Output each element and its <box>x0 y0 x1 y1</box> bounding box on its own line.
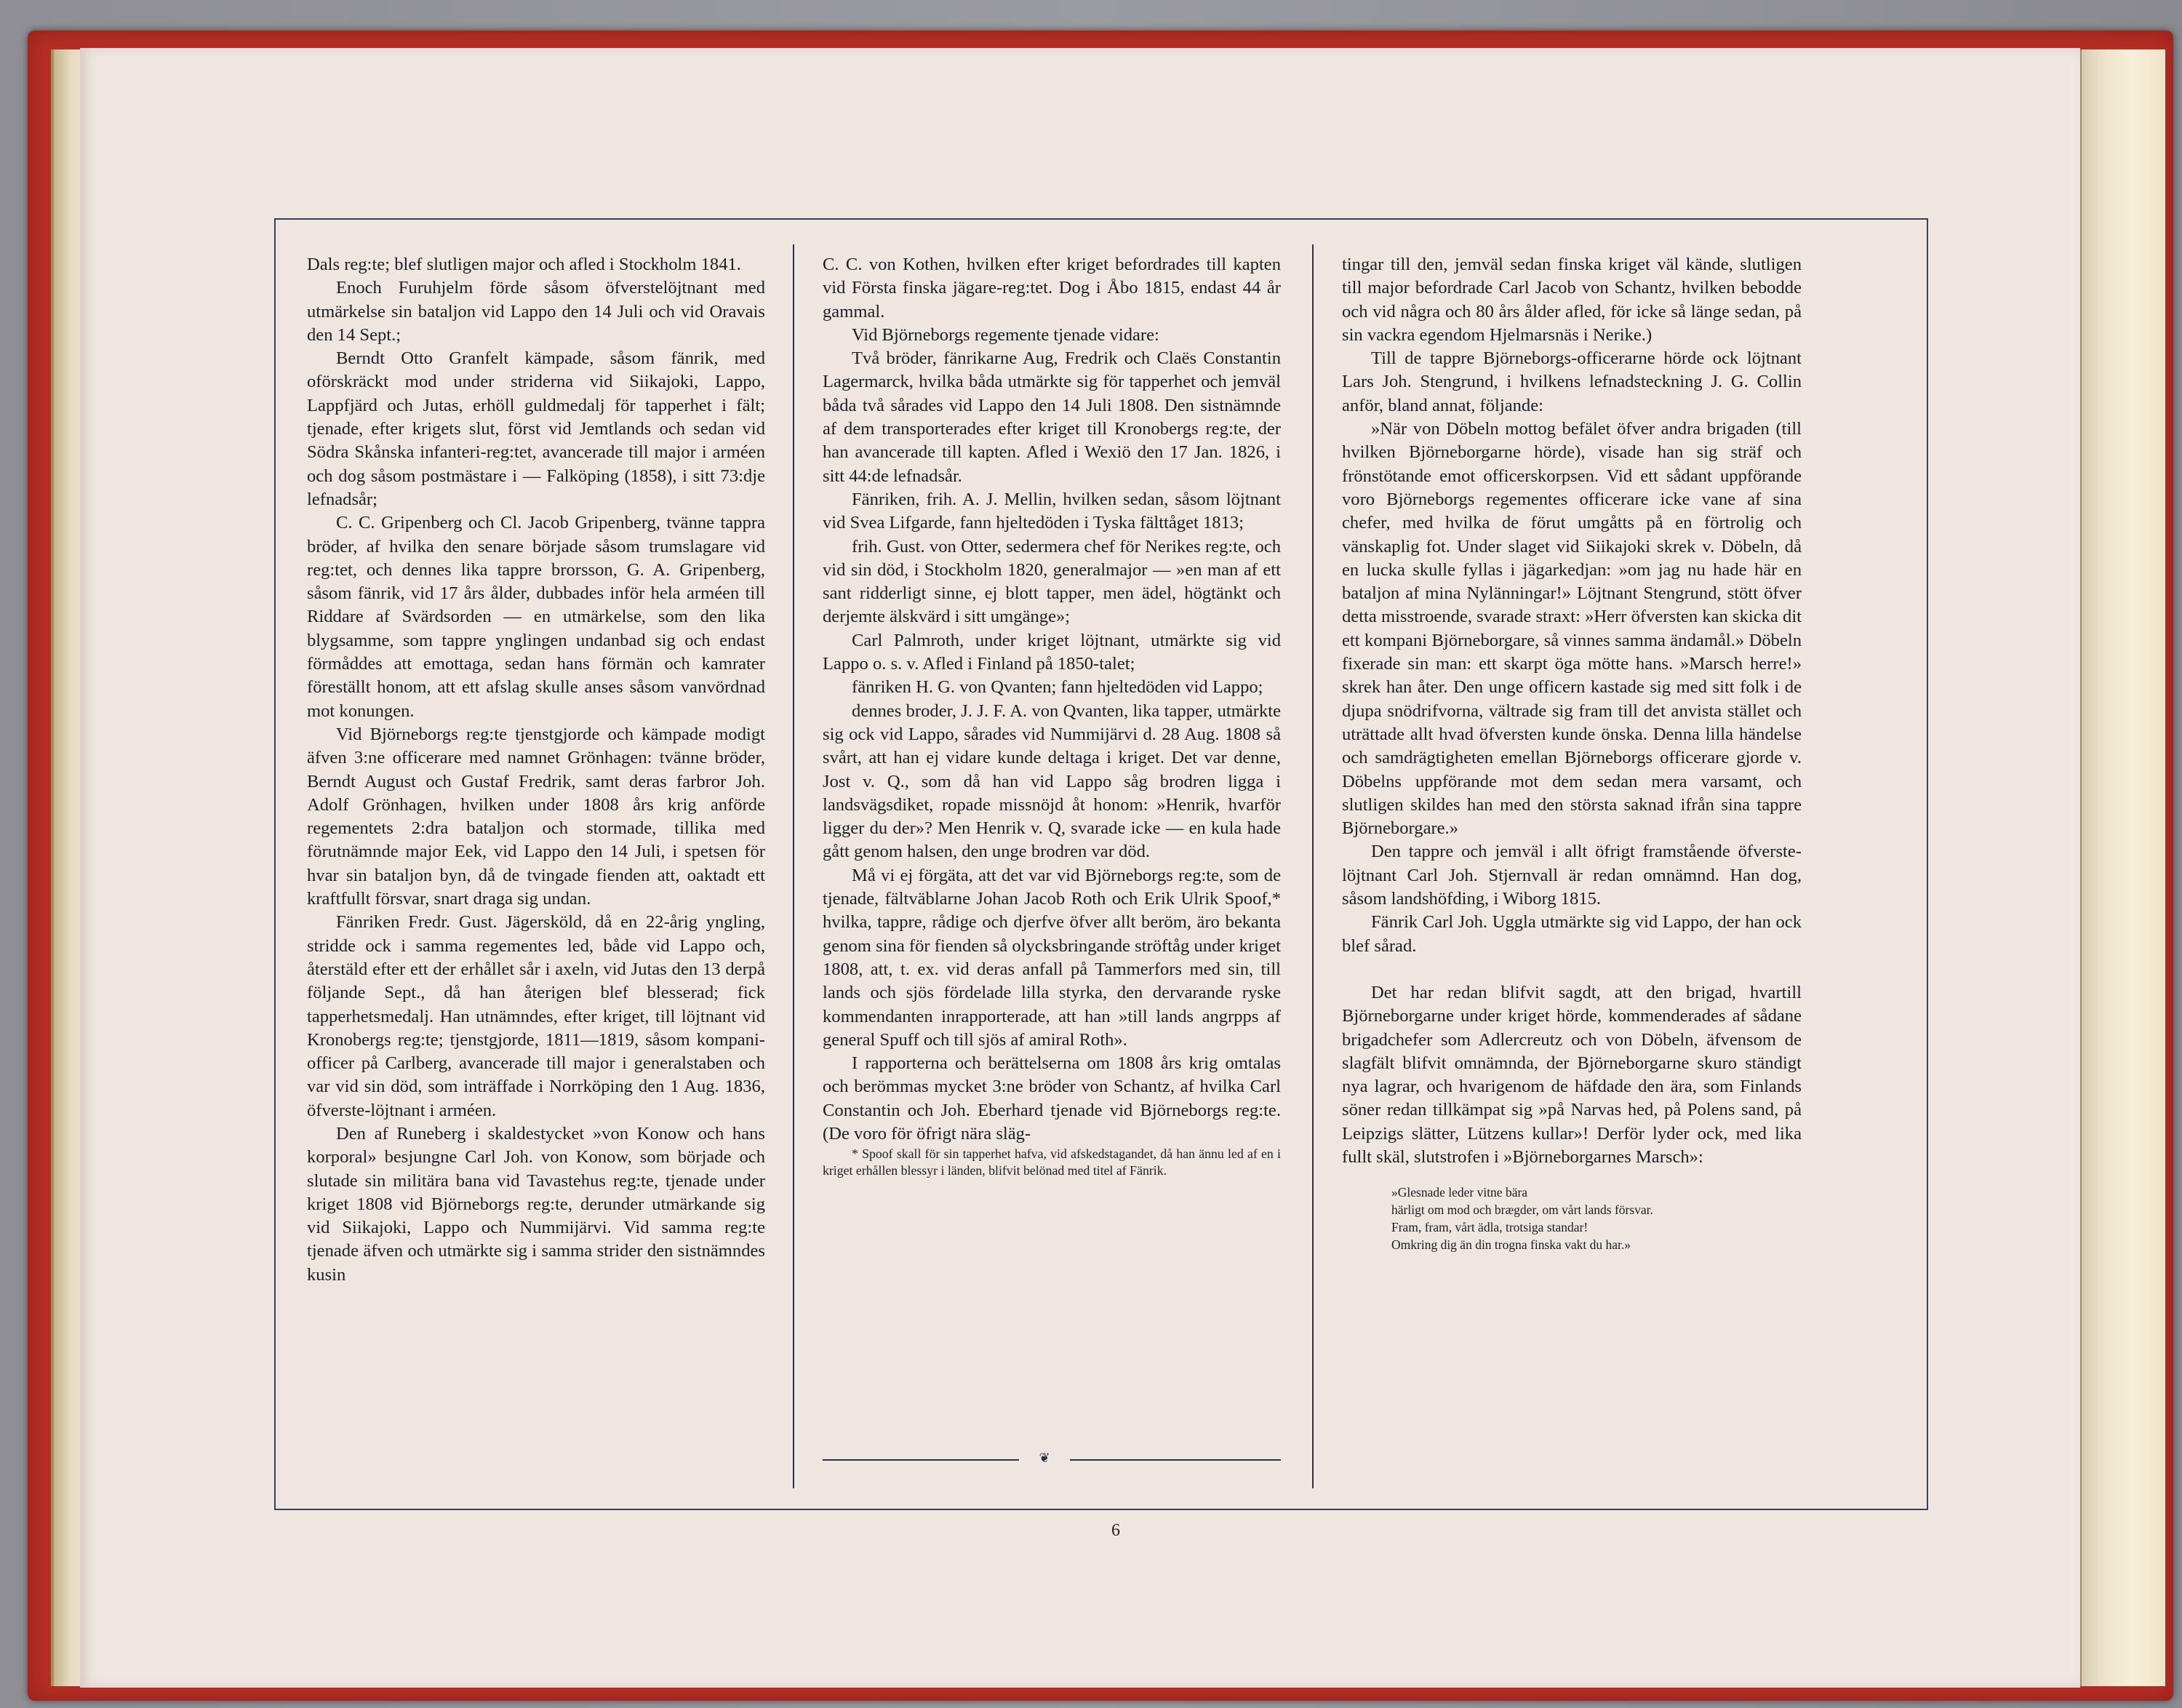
right-page-edge <box>2080 49 2165 1686</box>
paragraph: Den tappre och jemväl i allt öfrigt framstående öfverste-löjtnant Carl Joh. Stjernvall är redan omnämnd. Han dog, såsom landshöfding, i Wiborg 1815. <box>1342 842 1802 909</box>
footnote: * Spoof skall för sin tapperhet hafva, vid afskedstagandet, då han ännu led af en i kriget erhållen blessyr i länden, blifvit belönad med titel af Fänrik. <box>823 1146 1281 1178</box>
paragraph: Fänriken, frih. A. J. Mellin, hvilken sedan, såsom löjtnant vid Svea Lifgarde, fann hjeltedöden i Tyska fälttåget 1813; <box>823 489 1281 533</box>
paragraph: I rapporterna och berättelserna om 1808 års krig omtalas och berömmas mycket 3:ne bröder von Schantz, af hvilka Carl Constantin och Joh. Eberhard tjenade vid Björneborgs reg:te. (De voro för öfrigt nära släg- <box>823 1053 1281 1144</box>
paragraph: fänriken H. G. von Qvanten; fann hjeltedöden vid Lappo; <box>852 677 1263 698</box>
paragraph: Berndt Otto Granfelt kämpade, såsom fänrik, med oförskräckt mod under striderna vid Siikajoki, Lappo, Lappfjärd och Jutas, erhöll guldmedalj för tapperhet i fält; tjenade, efter krigets slut, först vid Jemtlands och sedan vid Södra Skånska infanteri-reg:tet, avancerade till major i arméen och dog såsom postmästare i — Falköping (1858), i sitt 73:dje lefnadsår; <box>307 348 765 509</box>
paragraph: C. C. von Kothen, hvilken efter kriget befordrades till kapten vid Första finska jägare-reg:tet. Dog i Åbo 1815, endast 44 år gammal. <box>823 255 1281 322</box>
paragraph: tingar till den, jemväl sedan finska kriget väl kände, slutligen till major befordrade Carl Jacob von Schantz, hvilken bebodde och vid några och 80 års ålder afled, för icke så länge sedan, på sin vackra egendom Hjelmarsnäs i Nerike.) <box>1342 255 1802 345</box>
paragraph: Enoch Furuhjelm förde såsom öfverstelöjtnant med utmärkelse sin bataljon vid Lappo den 14 Juli och vid Oravais den 14 Sept.; <box>307 278 765 345</box>
paragraph: Fänrik Carl Joh. Uggla utmärkte sig vid Lappo, der han ock blef sårad. <box>1342 912 1802 956</box>
ornament-rule <box>823 1450 1281 1471</box>
paragraph: Fänriken Fredr. Gust. Jägersköld, då en 22-årig yngling, stridde ock i samma regementes led, både vid Lappo och, återstäld efter ett der erhållet sår i axeln, vid Jutas den 13 derpå följande Sept., då han återigen blef blesserad; fick tapperhetsmedalj. Han utnämndes, efter kriget, till löjtnant vid Kronobergs reg:te; tjenstgjorde, 1811—1819, såsom kompani-officer på Carlberg, avancerade till major i generalstaben och var vid sin död, som inträffade i Norrköping den 1 Aug. 1836, öfverste-löjtnant i arméen. <box>307 912 765 1120</box>
ornament-icon: ❦ <box>1019 1450 1070 1465</box>
paragraph: Den af Runeberg i skaldestycket »von Konow och hans korporal» besjungne Carl Joh. von Konow, som började och slutade sin militära bana vid Tavastehus reg:te, tjenade under kriget 1808 vid Björneborgs reg:te, derunder utmärkande sig vid Siikajoki, Lappo och Nummijärvi. Vid samma reg:te tjenade äfven och utmärkte sig i samma strider den sistnämndes kusin <box>307 1123 765 1285</box>
poem-line: »Glesnade leder vitne bära <box>1391 1185 1528 1200</box>
paragraph: Må vi ej förgäta, att det var vid Björneborgs reg:te, som de tjenade, fältväblarne Johan Jacob Roth och Erik Ulrik Spoof,* hvilka, tappre, rådige och djerfve öfver allt beröm, äro bekanta genom sina för fienden så olycksbringande ströftåg under kriget 1808, att, t. ex. vid deras anfall på Tammerfors med sin, till lands och sjös fördelade lilla styrka, den dervarande ryske kommendanten inrapporterade, att han »till lands angrpps af general Spuff och till sjös af amiral Roth». <box>823 865 1281 1050</box>
poem-stanza <box>1391 1184 1802 1253</box>
text-column-2 <box>823 253 1281 1465</box>
paragraph: Dals reg:te; blef slutligen major och afled i Stockholm 1841. <box>307 255 741 274</box>
poem-line: Omkring dig än din trogna finska vakt du har.» <box>1391 1237 1631 1253</box>
page-number: 6 <box>1111 1521 1120 1540</box>
text-frame <box>274 218 1928 1510</box>
poem-line: Fram, fram, vårt ädla, trotsiga standar! <box>1391 1220 1588 1235</box>
paragraph: Vid Björneborgs regemente tjenade vidare: <box>852 324 1159 345</box>
column-divider <box>1312 244 1314 1488</box>
paragraph: dennes broder, J. J. F. A. von Qvanten, lika tapper, utmärkte sig ock vid Lappo, sårades vid Nummijärvi d. 28 Aug. 1808 så svårt, att han ej vidare kunde deltaga i kriget. Det var denne, Jost v. Q., som då han vid Lappo såg brodren ligga i landsvägsdiket, ropade missnöjd åt honom: »Henrik, hvarför ligger du der»? Men Henrik v. Q, svarade icke — en kula hade gått genom halsen, den unge brodren var död. <box>823 701 1281 862</box>
column-divider <box>793 244 794 1488</box>
poem-line: härligt om mod och brægder, om vårt lands försvar. <box>1391 1202 1653 1218</box>
paragraph: Carl Palmroth, under kriget löjtnant, utmärkte sig vid Lappo o. s. v. Afled i Finland på 1850-talet; <box>823 630 1281 674</box>
book-page <box>80 48 2080 1688</box>
paragraph: frih. Gust. von Otter, sedermera chef för Nerikes reg:te, och vid sin död, i Stockholm 1820, generalmajor — »en man af ett sant ridderligt sinne, ej blott tapper, men ädel, högtänkt och derjemte älskvärd i sitt umgänge»; <box>823 536 1281 627</box>
paragraph: Det har redan blifvit sagdt, att den brigad, hvartill Björneborgarne under kriget hörde, kommenderades af sådane brigadchefer som Adlercreutz och von Döbeln, äfvensom de slagfält blifvit omnämnda, der Björneborgarne skuro ständigt nya lagrar, och hvarigenom de häfdade den ära, som Finlands söner redan tillkämpat sig »på Narvas hed, på Polens sand, på Leipzigs slätter, Lützens kullar»! Derför lyder ock, med lika fullt skäl, slutstrofen i »Björneborgarnes Marsch»: <box>1342 982 1802 1167</box>
quote-paragraph: »När von Döbeln mottog befälet öfver andra brigaden (till hvilken Björneborgarne hörde), visade han sig sträf och frönstötande emot officerskorpsen. Vid ett sådant uppförande voro Björneborgs regementes officerare icke vane af sina chefer, med hvilka de förut umgåtts på en förtrolig och vänskaplig fot. Under slaget vid Siikajoki skrek v. Döbeln, då en lucka skulle fyllas i jägarkedjan: »om jag nu hade här en bataljon af mina Nylänningar!» Löjtnant Stengrund, stött öfver detta misstroende, svarade straxt: »Herr öfversten kan skicka dit ett kompani Björneborgare, så vinnes samma ändamål.» Döbeln fixerade sin man: ett skarpt öga mötte hans. »Marsch herre!» skrek han åter. Den unge officern kastade sig med sitt folk i de djupa snödrifvorna, vältrade sig fram till det anvista stället och uträttade allt hvad öfversten kunde önska. Denna lilla händelse och samdrägtigheten emellan Björneborgs officerare gjorde v. Döbelns uppförande mot dem sedan mera varsamt, och slutligen skildes han med den största saknad ifrån sina tappre Björneborgare.» <box>1342 419 1802 839</box>
paragraph: C. C. Gripenberg och Cl. Jacob Gripenberg, tvänne tappra bröder, af hvilka den senare började såsom trumslagare vid reg:tet, och dennes lika tappre brorsson, G. A. Gripenberg, såsom fänrik, vid 17 års ålder, dubbades inför hela arméen till Riddare af Svärdsorden — en utmärkelse, som den lika blygsamme, som tappre ynglingen undanbad sig och endast förmåddes att emottaga, sedan hans förmän och kamrater föreställt honom, att ett afslag skulle anses såsom vanvördnad mot konungen. <box>307 513 765 721</box>
paragraph: Vid Björneborgs reg:te tjenstgjorde och kämpade modigt äfven 3:ne officerare med namnet Grönhagen: tvänne bröder, Berndt August och Gustaf Fredrik, samt deras farbror Joh. Adolf Grönhagen, hvilken under 1808 års krig anförde regementets 2:dra bataljon och stormade, tillika med förutnämnde major Eek, vid Lappo den 14 Juli, i spetsen för hvar sin bataljon byn, då de tvingade fienden att, oaktadt ett kraftfullt försvar, snart draga sig undan. <box>307 724 765 909</box>
text-column-3 <box>1342 253 1802 1253</box>
paragraph: Två bröder, fänrikarne Aug, Fredrik och Claës Constantin Lagermarck, hvilka båda utmärkte sig för tapperhet och jemväl båda två sårades vid Lappo den 14 Juli 1808. Den sistnämnde af dem transporterades efter kriget till Kronobergs reg:te, der han avancerade till kapten. Afled i Wexiö den 17 Jan. 1826, i sitt 44:de lefnadsår. <box>823 348 1281 486</box>
text-column-1 <box>307 253 765 1287</box>
paragraph: Till de tappre Björneborgs-officerarne hörde ock löjtnant Lars Joh. Stengrund, i hvilkens lefnadsteckning J. G. Collin anför, bland annat, följande: <box>1342 348 1802 415</box>
